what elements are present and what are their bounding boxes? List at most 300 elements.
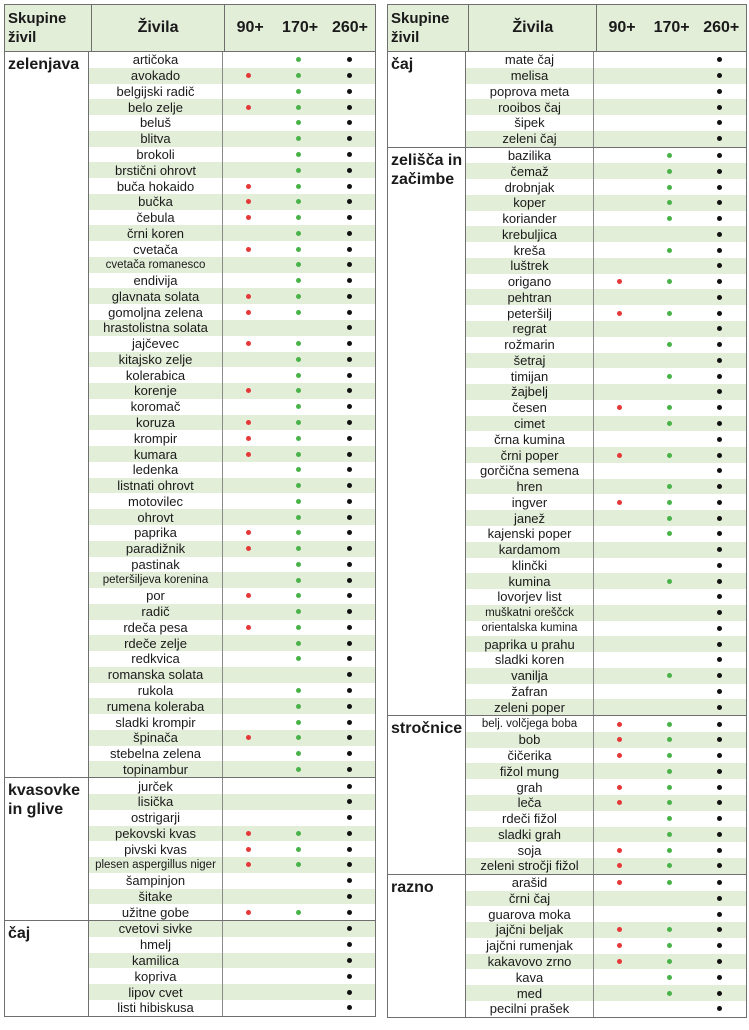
food-name: sladki koren (466, 652, 594, 668)
marker-cell (223, 257, 274, 273)
green-dot-170 (667, 753, 672, 758)
green-dot-170 (667, 975, 672, 980)
table-row (89, 730, 375, 746)
black-dot-260 (347, 562, 352, 567)
group-name: razno (388, 875, 466, 1017)
black-dot-260 (717, 248, 722, 253)
green-dot-170 (667, 880, 672, 885)
food-name: kamilica (89, 953, 223, 969)
table-row (466, 131, 746, 147)
black-dot-260 (717, 500, 722, 505)
marker-cell (274, 257, 325, 273)
black-dot-260 (347, 467, 352, 472)
marker-cell (223, 147, 274, 163)
food-name: koromač (89, 399, 223, 415)
marker-cell (594, 447, 644, 463)
marker-cell (324, 810, 375, 826)
black-dot-260 (347, 1005, 352, 1010)
marker-cell (694, 842, 744, 858)
marker-cell (694, 384, 744, 400)
marker-cell (644, 526, 694, 542)
marker-cell (694, 716, 744, 732)
group-name: zelišča in začimbe (388, 148, 466, 716)
table-row (89, 968, 375, 984)
black-dot-260 (347, 862, 352, 867)
marker-cell (694, 84, 744, 100)
group-name: stročnice (388, 716, 466, 874)
marker-cell (274, 336, 325, 352)
table-row (89, 541, 375, 557)
table-row (466, 115, 746, 131)
marker-cell (644, 922, 694, 938)
table-row (89, 889, 375, 905)
black-dot-260 (347, 894, 352, 899)
food-name: peteršiljeva korenina (89, 572, 223, 588)
marker-cell (694, 891, 744, 907)
marker-cell (274, 572, 325, 588)
marker-cell (274, 525, 325, 541)
marker-cell (223, 572, 274, 588)
green-dot-170 (667, 484, 672, 489)
table-row (466, 811, 746, 827)
table-row (466, 858, 746, 874)
food-name: janež (466, 510, 594, 526)
table-row (89, 604, 375, 620)
marker-cell (644, 668, 694, 684)
red-dot-90 (246, 847, 251, 852)
green-dot-170 (296, 231, 301, 236)
black-dot-260 (717, 437, 722, 442)
food-name: cimet (466, 416, 594, 432)
table-row (466, 636, 746, 652)
red-dot-90 (617, 722, 622, 727)
marker-cell (274, 698, 325, 714)
black-dot-260 (347, 184, 352, 189)
marker-cell (594, 353, 644, 369)
marker-cell (644, 115, 694, 131)
marker-cell (594, 558, 644, 574)
marker-cell (223, 478, 274, 494)
green-dot-170 (296, 609, 301, 614)
food-name: stebelna zelena (89, 746, 223, 762)
marker-cell (694, 811, 744, 827)
marker-cell (694, 732, 744, 748)
table-row (89, 68, 375, 84)
marker-cell (324, 430, 375, 446)
marker-cell (324, 826, 375, 842)
food-group (388, 716, 746, 875)
group-name: čaj (5, 921, 89, 1016)
food-name: kolerabica (89, 367, 223, 383)
table-row (466, 891, 746, 907)
marker-cell (694, 684, 744, 700)
black-dot-260 (717, 594, 722, 599)
food-name: artičoka (89, 52, 223, 68)
black-dot-260 (347, 294, 352, 299)
marker-cell (594, 732, 644, 748)
marker-cell (274, 304, 325, 320)
marker-cell (694, 99, 744, 115)
green-dot-170 (296, 294, 301, 299)
marker-cell (274, 730, 325, 746)
food-name: sladki grah (466, 827, 594, 843)
table-row (466, 463, 746, 479)
green-dot-170 (667, 673, 672, 678)
marker-cell (644, 510, 694, 526)
marker-cell (324, 273, 375, 289)
table-row (89, 904, 375, 920)
black-dot-260 (347, 974, 352, 979)
green-dot-170 (296, 720, 301, 725)
marker-cell (223, 889, 274, 905)
green-dot-170 (296, 847, 301, 852)
marker-cell (644, 906, 694, 922)
marker-cell (644, 684, 694, 700)
marker-cell (223, 336, 274, 352)
marker-cell (324, 889, 375, 905)
marker-cell (324, 304, 375, 320)
marker-cell (694, 68, 744, 84)
marker-cell (644, 416, 694, 432)
table-row (89, 667, 375, 683)
marker-cell (274, 984, 325, 1000)
table-row (89, 873, 375, 889)
food-name: paprika u prahu (466, 636, 594, 652)
green-dot-170 (667, 153, 672, 158)
marker-cell (594, 985, 644, 1001)
marker-cell (694, 195, 744, 211)
table-row (466, 195, 746, 211)
food-name: plesen aspergillus niger (89, 857, 223, 873)
table-row (466, 337, 746, 353)
black-dot-260 (717, 848, 722, 853)
marker-cell (274, 210, 325, 226)
red-dot-90 (246, 546, 251, 551)
marker-cell (644, 1001, 694, 1017)
table-row (466, 605, 746, 621)
food-name: brokoli (89, 147, 223, 163)
marker-cell (274, 115, 325, 131)
marker-cell (694, 621, 744, 637)
marker-cell (694, 779, 744, 795)
marker-cell (644, 211, 694, 227)
black-dot-260 (347, 436, 352, 441)
table-row (466, 226, 746, 242)
food-name: drobnjak (466, 179, 594, 195)
food-group (388, 148, 746, 717)
food-name: guarova moka (466, 906, 594, 922)
marker-cell (274, 462, 325, 478)
green-dot-170 (667, 863, 672, 868)
red-dot-90 (617, 880, 622, 885)
marker-cell (694, 211, 744, 227)
green-dot-170 (667, 959, 672, 964)
black-dot-260 (717, 374, 722, 379)
food-name: rooibos čaj (466, 99, 594, 115)
red-dot-90 (246, 420, 251, 425)
table-row (89, 984, 375, 1000)
table-row (89, 273, 375, 289)
green-dot-170 (296, 641, 301, 646)
food-name: lipov cvet (89, 984, 223, 1000)
black-dot-260 (347, 799, 352, 804)
food-name: mate čaj (466, 52, 594, 68)
green-dot-170 (296, 704, 301, 709)
table-header (5, 5, 375, 52)
marker-cell (644, 226, 694, 242)
black-dot-260 (347, 73, 352, 78)
green-dot-170 (296, 862, 301, 867)
marker-cell (324, 921, 375, 937)
table-row (466, 258, 746, 274)
food-name: ledenka (89, 462, 223, 478)
marker-cell (694, 52, 744, 68)
food-table-right (387, 4, 747, 1018)
marker-cell (274, 604, 325, 620)
marker-cell (644, 795, 694, 811)
table-row (89, 714, 375, 730)
black-dot-260 (717, 342, 722, 347)
marker-cell (223, 320, 274, 336)
group-name: zelenjava (5, 52, 89, 777)
marker-cell (223, 210, 274, 226)
black-dot-260 (717, 216, 722, 221)
marker-cell (594, 68, 644, 84)
marker-cell (324, 968, 375, 984)
green-dot-170 (667, 927, 672, 932)
green-dot-170 (296, 168, 301, 173)
food-name: rdeča pesa (89, 620, 223, 636)
table-row (89, 635, 375, 651)
black-dot-260 (717, 311, 722, 316)
marker-cell (594, 115, 644, 131)
marker-cell (694, 827, 744, 843)
green-dot-170 (296, 831, 301, 836)
green-dot-170 (296, 404, 301, 409)
header-90: 90+ (236, 19, 264, 36)
marker-cell (644, 99, 694, 115)
black-dot-260 (347, 262, 352, 267)
food-name: lisička (89, 794, 223, 810)
marker-cell (594, 922, 644, 938)
food-name: čebula (89, 210, 223, 226)
green-dot-170 (667, 200, 672, 205)
marker-cell (274, 352, 325, 368)
marker-cell (594, 668, 644, 684)
red-dot-90 (617, 279, 622, 284)
food-name: koruza (89, 415, 223, 431)
marker-cell (223, 288, 274, 304)
red-dot-90 (617, 927, 622, 932)
marker-cell (274, 147, 325, 163)
food-name: rukola (89, 683, 223, 699)
green-dot-170 (667, 279, 672, 284)
table-row (466, 542, 746, 558)
table-row (466, 321, 746, 337)
black-dot-260 (347, 231, 352, 236)
marker-cell (694, 922, 744, 938)
marker-cell (324, 288, 375, 304)
table-row (89, 147, 375, 163)
black-dot-260 (347, 704, 352, 709)
marker-cell (694, 699, 744, 715)
black-dot-260 (347, 878, 352, 883)
marker-cell (594, 621, 644, 637)
marker-cell (274, 588, 325, 604)
table-row (466, 84, 746, 100)
food-name: rdeče zelje (89, 635, 223, 651)
table-row (89, 557, 375, 573)
marker-cell (223, 921, 274, 937)
marker-cell (644, 242, 694, 258)
table-row (466, 842, 746, 858)
marker-cell (324, 84, 375, 100)
green-dot-170 (296, 562, 301, 567)
marker-cell (324, 68, 375, 84)
marker-cell (694, 510, 744, 526)
food-name: muškatni oreščck (466, 605, 594, 621)
black-dot-260 (717, 769, 722, 774)
green-dot-170 (667, 342, 672, 347)
marker-cell (274, 383, 325, 399)
marker-cell (274, 968, 325, 984)
marker-cell (694, 463, 744, 479)
marker-cell (274, 430, 325, 446)
table-row (89, 921, 375, 937)
black-dot-260 (347, 452, 352, 457)
marker-cell (324, 857, 375, 873)
marker-cell (644, 985, 694, 1001)
group-name: kvasovke in glive (5, 778, 89, 920)
marker-cell (223, 304, 274, 320)
green-dot-170 (667, 169, 672, 174)
green-dot-170 (296, 530, 301, 535)
black-dot-260 (717, 832, 722, 837)
food-name: paprika (89, 525, 223, 541)
marker-cell (694, 668, 744, 684)
marker-cell (694, 494, 744, 510)
marker-cell (644, 748, 694, 764)
marker-cell (694, 526, 744, 542)
marker-cell (274, 178, 325, 194)
green-dot-170 (667, 531, 672, 536)
black-dot-260 (717, 136, 722, 141)
black-dot-260 (717, 389, 722, 394)
marker-cell (694, 542, 744, 558)
green-dot-170 (296, 546, 301, 551)
marker-cell (594, 179, 644, 195)
red-dot-90 (246, 388, 251, 393)
marker-cell (594, 305, 644, 321)
marker-cell (274, 683, 325, 699)
table-row (89, 241, 375, 257)
green-dot-170 (296, 120, 301, 125)
red-dot-90 (246, 735, 251, 740)
green-dot-170 (667, 848, 672, 853)
food-name: arašid (466, 875, 594, 891)
marker-cell (644, 699, 694, 715)
marker-cell (694, 353, 744, 369)
marker-cell (274, 746, 325, 762)
marker-cell (223, 493, 274, 509)
green-dot-170 (296, 688, 301, 693)
black-dot-260 (717, 880, 722, 885)
food-name: romanska solata (89, 667, 223, 683)
marker-cell (223, 794, 274, 810)
marker-cell (324, 320, 375, 336)
marker-cell (694, 368, 744, 384)
marker-cell (694, 163, 744, 179)
black-dot-260 (717, 626, 722, 631)
marker-cell (324, 352, 375, 368)
marker-cell (644, 447, 694, 463)
table-row (466, 922, 746, 938)
red-dot-90 (617, 848, 622, 853)
table-row (466, 827, 746, 843)
table-row (466, 589, 746, 605)
marker-cell (274, 367, 325, 383)
marker-cell (644, 384, 694, 400)
header-260: 260+ (703, 19, 740, 36)
food-name: česen (466, 400, 594, 416)
black-dot-260 (717, 800, 722, 805)
marker-cell (694, 179, 744, 195)
black-dot-260 (347, 958, 352, 963)
marker-cell (223, 273, 274, 289)
marker-cell (324, 604, 375, 620)
marker-cell (274, 921, 325, 937)
food-name: klinčki (466, 558, 594, 574)
marker-cell (644, 811, 694, 827)
green-dot-170 (296, 420, 301, 425)
marker-cell (223, 635, 274, 651)
marker-cell (324, 683, 375, 699)
marker-cell (324, 336, 375, 352)
black-dot-260 (347, 57, 352, 62)
table-header (388, 5, 746, 52)
food-name: pastinak (89, 557, 223, 573)
marker-cell (594, 258, 644, 274)
green-dot-170 (667, 943, 672, 948)
table-row (89, 304, 375, 320)
marker-cell (694, 416, 744, 432)
food-name: grah (466, 779, 594, 795)
marker-cell (324, 714, 375, 730)
table-row (89, 131, 375, 147)
black-dot-260 (717, 610, 722, 615)
red-dot-90 (246, 593, 251, 598)
green-dot-170 (296, 593, 301, 598)
red-dot-90 (246, 831, 251, 836)
food-name: endivija (89, 273, 223, 289)
black-dot-260 (717, 785, 722, 790)
marker-cell (594, 195, 644, 211)
marker-cell (594, 716, 644, 732)
green-dot-170 (296, 341, 301, 346)
food-name: vanilja (466, 668, 594, 684)
red-dot-90 (246, 625, 251, 630)
marker-cell (644, 779, 694, 795)
marker-cell (324, 557, 375, 573)
marker-cell (594, 652, 644, 668)
food-name: črna kumina (466, 431, 594, 447)
table-row (466, 510, 746, 526)
marker-cell (644, 652, 694, 668)
red-dot-90 (246, 294, 251, 299)
food-name: cvetovi sivke (89, 921, 223, 937)
marker-cell (594, 827, 644, 843)
black-dot-260 (717, 705, 722, 710)
